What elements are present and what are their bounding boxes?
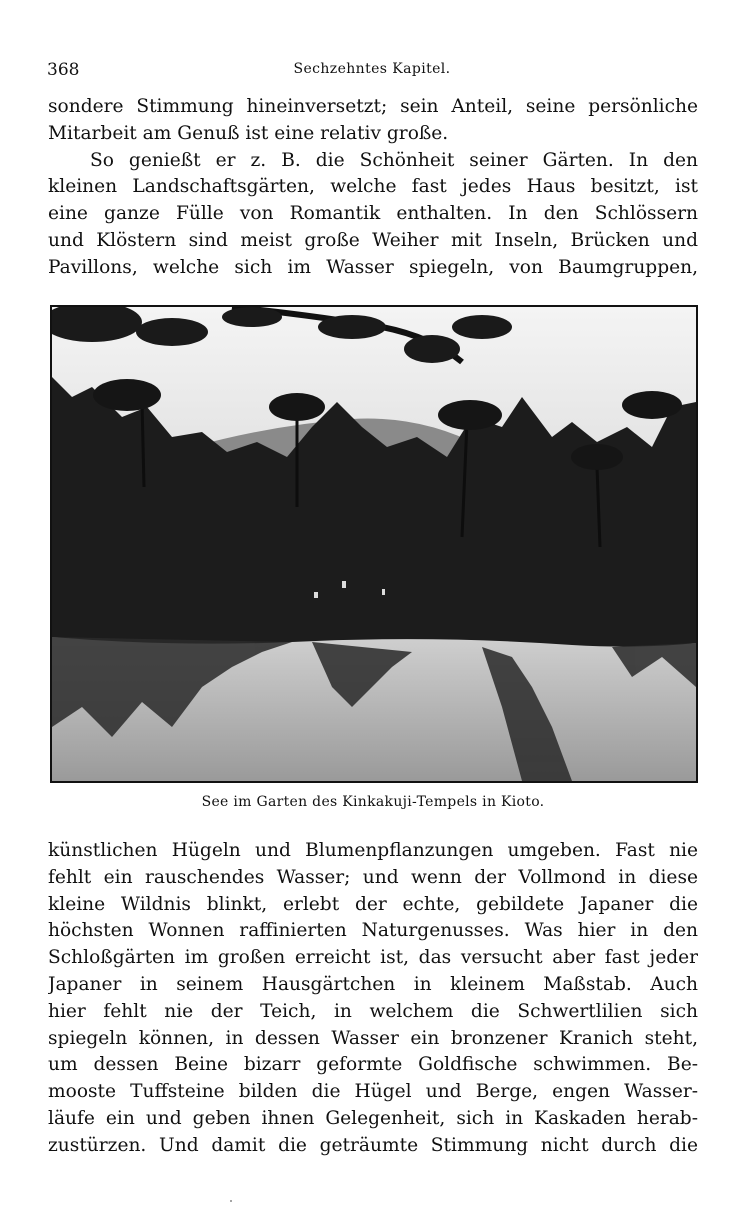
text-line: zustürzen. Und damit die geträumte Stimmung nicht durch die [48,1134,698,1156]
text-block-bottom [48,838,698,1160]
photo-plate-kinkakuji-pond [50,305,698,783]
text-line: höchsten Wonnen raffinierten Naturgenusses. Was hier in den [48,920,698,942]
text-line: hier fehlt nie der Teich, in welchem die Schwertlilien sich [48,1000,698,1022]
figure-caption: See im Garten des Kinkakuji-Tempels in Kioto. [201,794,545,810]
text-line: sondere Stimmung hineinversetzt; sein Anteil, seine persönliche [48,96,698,117]
page-number: 368 [47,60,80,80]
print-speck [229,1188,233,1192]
text-line: kleinen Landschaftsgärten, welche fast jedes Haus besitzt, ist [48,176,698,198]
text-line: fehlt ein rauschendes Wasser; und wenn der Vollmond in diese [48,866,698,888]
text-line: künstlichen Hügeln und Blumenpflanzungen umgeben. Fast nie [48,840,698,861]
text-line: mooste Tuffsteine bilden die Hügel und Berge, engen Wasser- [48,1081,698,1103]
text-line: und Klöstern sind meist große Weiher mit Inseln, Brücken und [48,229,698,251]
text-line: um dessen Beine bizarr geformte Goldfische schwimmen. Be- [48,1054,698,1076]
text-line: So genießt er z. B. die Schönheit seiner Gärten. In den [90,149,698,171]
text-line: Schloßgärten im großen erreicht ist, das versucht aber fast jeder [48,947,698,969]
text-line: Pavillons, welche sich im Wasser spiegeln, von Baumgruppen, [48,256,698,278]
text-block-top [48,94,698,282]
text-line: Mitarbeit am Genuß ist eine relativ große. [48,122,449,144]
text-line: läufe ein und geben ihnen Gelegenheit, sich in Kaskaden herab- [48,1107,698,1129]
text-line: Japaner in seinem Hausgärtchen in kleinem Maßstab. Auch [48,973,698,995]
text-line: kleine Wildnis blinkt, erlebt der echte, gebildete Japaner die [48,893,698,915]
pond-photograph [52,307,696,781]
text-line: eine ganze Fülle von Romantik enthalten. In den Schlössern [48,203,698,225]
running-head: Sechzehntes Kapitel. [293,61,451,77]
text-line: spiegeln können, in dessen Wasser ein bronzener Kranich steht, [48,1027,698,1049]
page-header [47,60,697,84]
